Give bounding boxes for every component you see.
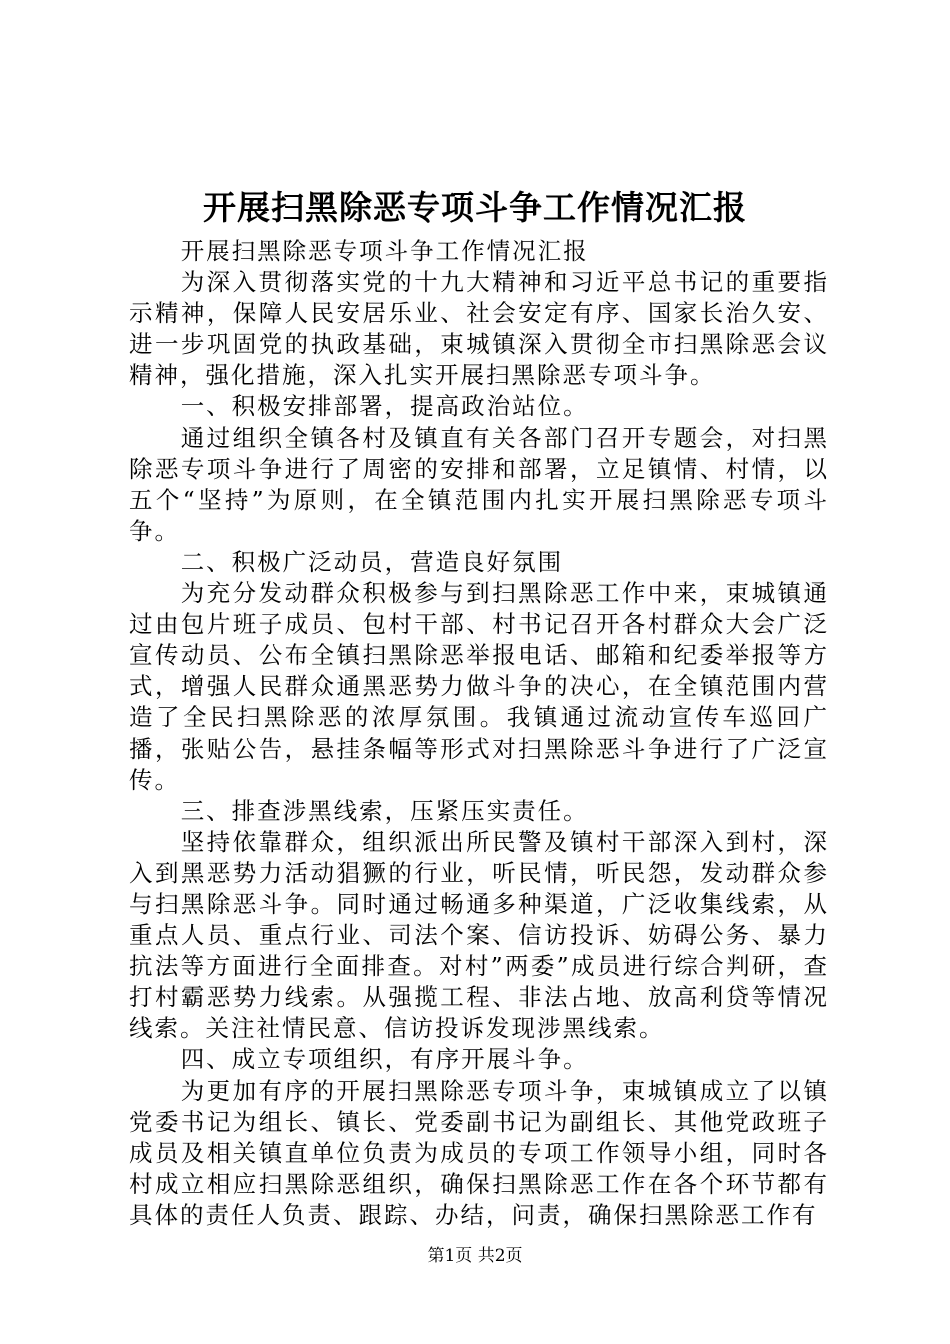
paragraph: 为充分发动群众积极参与到扫黑除恶工作中来，束城镇通过由包片班子成员、包村干部、村书记召开各村群众大会广泛宣传动员、公布全镇扫黑除恶举报电话、邮箱和纪委举报等方式，增强人民群众通黑恶势力做斗争的决心，在全镇范围内营造了全民扫黑除恶的浓厚氛围。我镇通过流动宣传车巡回广播，张贴公告，悬挂条幅等形式对扫黑除恶斗争进行了广泛宣传。: [129, 579, 829, 794]
section-heading: 三、排查涉黑线索，压紧压实责任。: [180, 796, 589, 825]
paragraph: 为更加有序的开展扫黑除恶专项斗争，束城镇成立了以镇党委书记为组长、镇长、党委副书记为副组长、其他党政班子成员及相关镇直单位负责为成员的专项工作领导小组，同时各村成立相应扫黑除恶组织，确保扫黑除恶工作在各个环节都有具体的责任人负责、跟踪、办结，问责，确保扫黑除恶工作有: [129, 1076, 829, 1229]
section-heading: 四、成立专项组织，有序开展斗争。: [180, 1045, 589, 1074]
page-number-footer: 第1页 共2页: [427, 1246, 523, 1266]
paragraph: 坚持依靠群众，组织派出所民警及镇村干部深入到村，深入到黑恶势力活动猖獗的行业，听民情，听民怨，发动群众参与扫黑除恶斗争。同时通过畅通多种渠道，广泛收集线索，从重点人员、重点行业、司法个案、信访投诉、妨碍公务、暴力抗法等方面进行全面排查。对村”两委”成员进行综合判研，查打村霸恶势力线索。从强揽工程、非法占地、放高利贷等情况线索。关注社情民意、信访投诉发现涉黑线索。: [129, 827, 829, 1043]
document-title: 开展扫黑除恶专项斗争工作情况汇报: [203, 188, 747, 227]
document-body: [129, 236, 829, 1231]
paragraph: 通过组织全镇各村及镇直有关各部门召开专题会，对扫黑除恶专项斗争进行了周密的安排和部署，立足镇情、村情，以五个“坚持”为原则，在全镇范围内扎实开展扫黑除恶专项斗争。: [129, 423, 829, 545]
paragraph: 为深入贯彻落实党的十九大精神和习近平总书记的重要指示精神，保障人民安居乐业、社会安定有序、国家长治久安、进一步巩固党的执政基础，束城镇深入贯彻全市扫黑除恶会议精神，强化措施，深入扎实开展扫黑除恶专项斗争。: [129, 268, 829, 390]
section-heading: 一、积极安排部署，提高政治站位。: [180, 392, 589, 421]
section-heading: 二、积极广泛动员，营造良好氛围: [180, 547, 564, 576]
paragraph: 开展扫黑除恶专项斗争工作情况汇报: [180, 237, 589, 265]
